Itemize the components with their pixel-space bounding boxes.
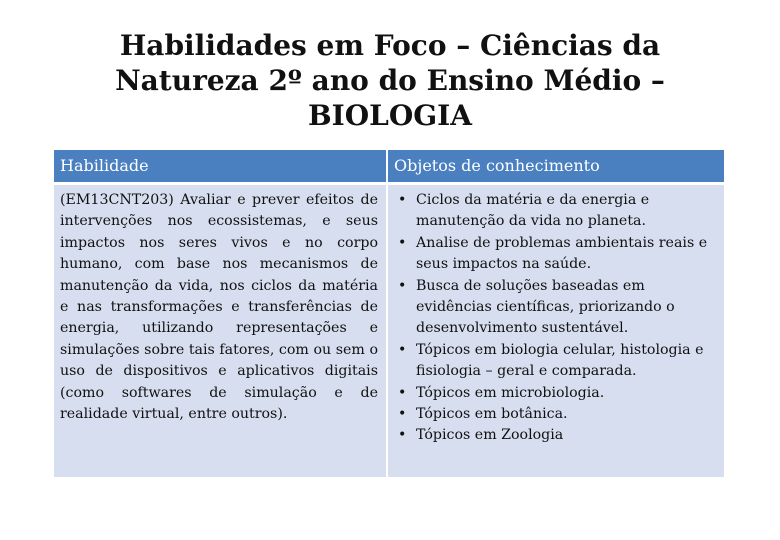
list-item-text: Tópicos em biologia celular, histologia e fisiologia – geral e comparada. bbox=[416, 341, 704, 380]
bullet-icon: • bbox=[398, 277, 407, 294]
header-habilidade: Habilidade bbox=[54, 150, 388, 182]
title-line-2: Natureza 2º ano do Ensino Médio – bbox=[115, 64, 665, 97]
header-objetos: Objetos de conhecimento bbox=[394, 156, 600, 175]
title-line-3: BIOLOGIA bbox=[308, 99, 472, 132]
list-item bbox=[394, 340, 720, 383]
list-item bbox=[394, 233, 720, 276]
page-title bbox=[60, 28, 720, 133]
knowledge-objects-list bbox=[394, 190, 720, 447]
list-item bbox=[394, 404, 720, 425]
list-item bbox=[394, 425, 720, 446]
bullet-icon: • bbox=[398, 427, 407, 444]
list-item bbox=[394, 383, 720, 404]
bullet-icon: • bbox=[398, 406, 407, 423]
list-item-text: Busca de soluções baseadas em evidências científicas, priorizando o desenvolvimento sustentável. bbox=[416, 277, 675, 337]
knowledge-objects-cell bbox=[388, 185, 724, 477]
title-line-1: Habilidades em Foco – Ciências da bbox=[119, 29, 661, 62]
table-row bbox=[54, 185, 724, 477]
list-item-text: Analise de problemas ambientais reais e seus impactos na saúde. bbox=[416, 234, 708, 273]
bullet-icon: • bbox=[398, 341, 407, 358]
table-header-row bbox=[54, 150, 724, 185]
skill-description: (EM13CNT203) Avaliar e prever efeitos de intervenções nos ecossistemas, e seus impactos nos seres vivos e no corpo humano, com base nos mecanismos de manutenção da vida, nos ciclos da matéria e nas transformações e transferências de energia, utilizando representações e simulações sobre tais fatores, com ou sem o uso de dispositivos e aplicativos digitais (como softwares de simulação e de realidade virtual, entre outros). bbox=[54, 185, 388, 477]
skills-table bbox=[54, 150, 724, 477]
list-item-text: Tópicos em botânica. bbox=[416, 406, 568, 423]
bullet-icon: • bbox=[398, 234, 407, 251]
list-item bbox=[394, 190, 720, 233]
list-item-text: Tópicos em Zoologia bbox=[416, 427, 564, 444]
bullet-icon: • bbox=[398, 384, 407, 401]
list-item bbox=[394, 276, 720, 340]
bullet-icon: • bbox=[398, 192, 407, 208]
list-item-text: Ciclos da matéria e da energia e manutenção da vida no planeta. bbox=[416, 192, 650, 230]
list-item-text: Tópicos em microbiologia. bbox=[416, 384, 605, 401]
